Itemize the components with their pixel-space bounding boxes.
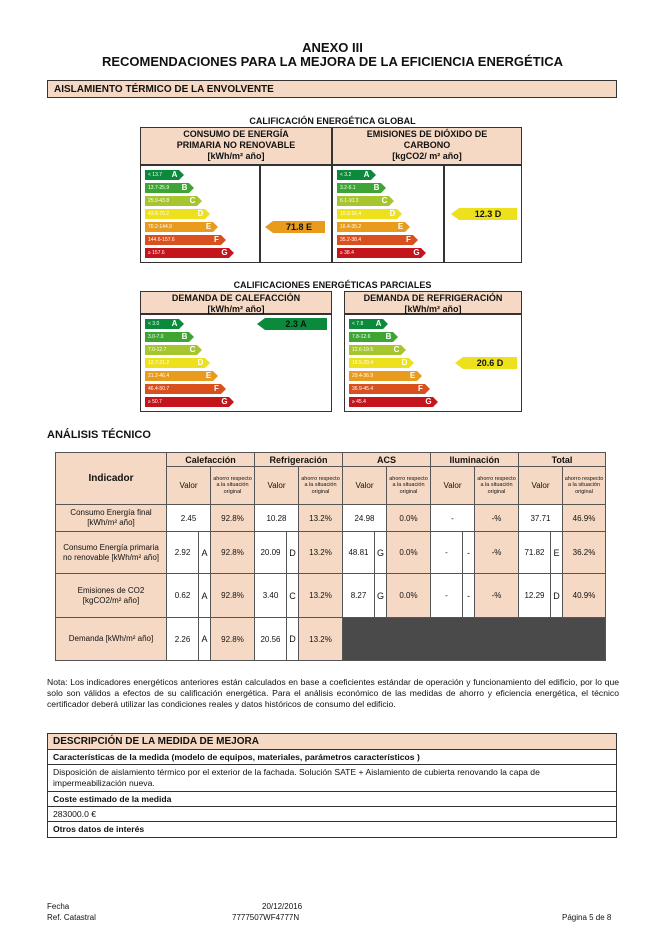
saving-cell: 40.9% <box>563 574 606 618</box>
co2-scale-range: 16.4-35.2 <box>340 224 362 230</box>
heating-scale-range: 3.0-7.0 <box>148 334 164 340</box>
heating-scale-range: 12.7-21.2 <box>148 360 170 366</box>
cooling-scale-bar-e <box>349 371 417 381</box>
heating-scale-range: ≥ 50.7 <box>148 399 162 405</box>
heating-scale-bar-b <box>145 332 189 342</box>
footer-ref-value: 7777507WF4777N <box>232 913 300 922</box>
value-cell: - <box>431 505 475 532</box>
cooling-scale-range: 19.5-29.4 <box>352 360 374 366</box>
heating-scale-range: 46.4-50.7 <box>148 386 170 392</box>
letter-cell: D <box>287 532 299 574</box>
valor-header: Valor <box>431 467 475 505</box>
co2-scale-letter: E <box>397 222 404 231</box>
letter-cell: - <box>463 574 475 618</box>
footer-date-label: Fecha <box>47 902 70 911</box>
saving-cell: 92.8% <box>211 618 255 661</box>
letter-cell: C <box>287 574 299 618</box>
ahorro-header: ahorro respecto a la situación original <box>299 467 343 505</box>
value-cell: 48.81 <box>343 532 375 574</box>
heating-rating-arrow: 2.3 A <box>265 318 327 330</box>
value-cell: 12.29 <box>519 574 551 618</box>
cooling-scale-bar-g <box>349 397 433 407</box>
group-heating: Calefacción <box>167 453 255 467</box>
saving-cell: 92.8% <box>211 505 255 532</box>
co2-scale-arrow <box>371 170 376 180</box>
primary-energy-scale-letter: D <box>197 209 204 218</box>
table-row <box>56 505 606 532</box>
co2-scale-bar-a <box>337 170 371 180</box>
cooling-rating-pointer <box>455 357 463 369</box>
co2-scale-range: 6.1-10.3 <box>340 198 359 204</box>
value-cell: 2.92 <box>167 532 199 574</box>
page-title: RECOMENDACIONES PARA LA MEJORA DE LA EFICIENCIA ENERGÉTICA <box>101 54 564 69</box>
co2-scale-arrow <box>405 222 410 232</box>
heating-scale-range: 21.2-46.4 <box>148 373 170 379</box>
cooling-scale-bar-c <box>349 345 401 355</box>
heating-demand-scale <box>140 314 332 412</box>
valor-header: Valor <box>255 467 299 505</box>
indicator-label: Consumo Energía final [kWh/m² año] <box>56 505 167 532</box>
indicator-label: Demanda [kWh/m² año] <box>56 618 167 661</box>
measure-box <box>47 733 617 838</box>
cooling-demand-unit: [kWh/m² año] <box>404 304 462 314</box>
heating-scale-letter: G <box>221 397 228 406</box>
ahorro-header: ahorro respecto a la situación original <box>387 467 431 505</box>
measure-cost-label: Coste estimado de la medida <box>48 792 616 807</box>
letter-cell: G <box>375 574 387 618</box>
saving-cell: 13.2% <box>299 532 343 574</box>
footer-ref-label: Ref. Catastral <box>47 913 96 922</box>
heating-scale-bar-c <box>145 345 197 355</box>
saving-cell: 13.2% <box>299 505 343 532</box>
value-cell: 8.27 <box>343 574 375 618</box>
heating-scale-letter: C <box>189 345 196 354</box>
table-row <box>56 574 606 618</box>
primary-energy-scale-arrow <box>221 235 226 245</box>
value-cell: - <box>431 532 463 574</box>
cooling-scale-letter: C <box>393 345 400 354</box>
co2-scale-range: 10.3-16.4 <box>340 211 362 217</box>
ahorro-header: ahorro respecto a la situación original <box>563 467 606 505</box>
primary-energy-scale-letter: F <box>214 235 219 244</box>
heating-scale-bar-a <box>145 319 179 329</box>
primary-energy-scale-range: 144.6-157.6 <box>148 237 175 243</box>
primary-energy-scale-bar-c <box>145 196 197 206</box>
saving-cell: 13.2% <box>299 618 343 661</box>
heating-scale-letter: B <box>181 332 188 341</box>
valor-header: Valor <box>167 467 211 505</box>
letter-cell: A <box>199 618 211 661</box>
table-row <box>56 532 606 574</box>
cooling-scale-letter: F <box>418 384 423 393</box>
co2-scale-bar-f <box>337 235 413 245</box>
heating-scale-range: 7.0-12.7 <box>148 347 167 353</box>
heating-rating-pointer <box>257 318 265 330</box>
value-cell: 71.82 <box>519 532 551 574</box>
primary-energy-scale-bar-d <box>145 209 205 219</box>
analysis-table <box>55 452 606 661</box>
letter-cell: D <box>287 618 299 661</box>
co2-scale-letter: C <box>381 196 388 205</box>
heating-scale-bar-d <box>145 358 205 368</box>
co2-emissions-unit: [kgCO2/ m² año] <box>392 151 462 161</box>
cooling-scale-arrow <box>401 345 406 355</box>
primary-energy-scale-bar-g <box>145 248 229 258</box>
note-text: Nota: Los indicadores energéticos anteriores están calculados en base a coeficientes estándar de operación y funcionamiento del edificio, por lo que solo son válidos a efectos de su calificación energética. Para el análisis económico de las medidas de ahorro y eficiencia energética, el técnico certificador deberá utilizar las condiciones reales y datos históricos de consumo del edificio. <box>47 677 619 709</box>
cooling-scale-letter: B <box>385 332 392 341</box>
value-cell: 2.45 <box>167 505 211 532</box>
co2-scale-arrow <box>381 183 386 193</box>
co2-rating-arrow: 12.3 D <box>459 208 517 220</box>
cooling-scale-arrow <box>425 384 430 394</box>
letter-cell: G <box>375 532 387 574</box>
indicator-header: Indicador <box>56 453 167 505</box>
cooling-demand-scale <box>344 314 522 412</box>
group-cooling: Refrigeración <box>255 453 343 467</box>
primary-energy-scale-letter: A <box>171 170 178 179</box>
primary-energy-scale-range: ≥ 157.6 <box>148 250 165 256</box>
saving-cell: 0.0% <box>387 505 431 532</box>
value-cell: 20.09 <box>255 532 287 574</box>
saving-cell: 46.9% <box>563 505 606 532</box>
cooling-scale-letter: E <box>409 371 416 380</box>
measure-char-text: Disposición de aislamiento térmico por el exterior de la fachada. Solución SATE + Aislamiento de cubierta renovando la capa de impermeabilización nueva. <box>48 765 616 792</box>
co2-rating-pointer <box>451 208 459 220</box>
measure-title: DESCRIPCIÓN DE LA MEDIDA DE MEJORA <box>48 734 616 750</box>
heating-scale-bar-g <box>145 397 229 407</box>
value-cell: - <box>431 574 463 618</box>
cooling-scale-arrow <box>393 332 398 342</box>
heating-scale-letter: F <box>214 384 219 393</box>
co2-scale-bar-e <box>337 222 405 232</box>
cooling-rating-arrow: 20.6 D <box>463 357 517 369</box>
cooling-scale-bar-f <box>349 384 425 394</box>
co2-scale-arrow <box>389 196 394 206</box>
heating-scale-arrow <box>221 384 226 394</box>
cooling-scale-range: 12.6-19.5 <box>352 347 374 353</box>
value-cell: 3.40 <box>255 574 287 618</box>
measure-other-label: Otros datos de interés <box>53 824 145 834</box>
letter-cell: - <box>463 532 475 574</box>
value-cell: 20.56 <box>255 618 287 661</box>
heating-scale-bar-e <box>145 371 213 381</box>
heating-demand-title: DEMANDA DE CALEFACCIÓN <box>171 293 301 303</box>
heating-scale-letter: A <box>171 319 178 328</box>
co2-scale-letter: G <box>413 248 420 257</box>
co2-scale-range: 35.2-38.4 <box>340 237 362 243</box>
primary-energy-scale-letter: G <box>221 248 228 257</box>
primary-energy-rating-arrow: 71.8 E <box>273 221 325 233</box>
cooling-scale-bar-b <box>349 332 393 342</box>
primary-energy-scale-arrow <box>179 170 184 180</box>
co2-scale-range: < 3.2 <box>340 172 352 178</box>
co2-scale-arrow <box>421 248 426 258</box>
primary-energy-title-1: CONSUMO DE ENERGÍA <box>183 129 289 139</box>
co2-scale-range: ≥ 38.4 <box>340 250 354 256</box>
group-acs: ACS <box>343 453 431 467</box>
cooling-scale-range: < 7.8 <box>352 321 364 327</box>
letter-cell: E <box>551 532 563 574</box>
cooling-scale-bar-d <box>349 358 409 368</box>
primary-energy-scale-arrow <box>229 248 234 258</box>
primary-energy-scale-arrow <box>205 209 210 219</box>
heating-scale-arrow <box>189 332 194 342</box>
measure-char-label: Características de la medida (modelo de equipos, materiales, parámetros característicos ) <box>48 750 616 765</box>
cooling-scale-range: 36.9-45.4 <box>352 386 374 392</box>
primary-energy-scale-bar-b <box>145 183 189 193</box>
saving-cell: 0.0% <box>387 532 431 574</box>
saving-cell: 13.2% <box>299 574 343 618</box>
primary-energy-rating-pointer <box>265 221 273 233</box>
global-rating-caption: CALIFICACIÓN ENERGÉTICA GLOBAL <box>249 116 416 126</box>
value-cell: 0.62 <box>167 574 199 618</box>
group-lighting: Iluminación <box>431 453 519 467</box>
primary-energy-rating-box <box>260 165 332 263</box>
section-header: AISLAMIENTO TÉRMICO DE LA ENVOLVENTE <box>47 80 617 98</box>
measure-cost-value: 283000.0 € <box>48 807 616 822</box>
heating-scale-arrow <box>205 358 210 368</box>
annex-title: ANEXO III <box>302 40 363 55</box>
saving-cell: 92.8% <box>211 574 255 618</box>
group-total: Total <box>519 453 606 467</box>
primary-energy-scale <box>140 165 260 263</box>
saving-cell: -% <box>475 505 519 532</box>
value-cell: 2.26 <box>167 618 199 661</box>
cooling-scale-letter: G <box>425 397 432 406</box>
value-cell: 24.98 <box>343 505 387 532</box>
cooling-scale-arrow <box>433 397 438 407</box>
indicator-label: Consumo Energía primaria no renovable [kWh/m² año] <box>56 532 167 574</box>
value-cell: 10.28 <box>255 505 299 532</box>
saving-cell: -% <box>475 574 519 618</box>
saving-cell: 36.2% <box>563 532 606 574</box>
footer-page: Página 5 de 8 <box>562 913 612 922</box>
cooling-scale-bar-a <box>349 319 383 329</box>
co2-scale-letter: D <box>389 209 396 218</box>
heating-scale-letter: D <box>197 358 204 367</box>
primary-energy-title-2: PRIMARIA NO RENOVABLE <box>176 140 296 150</box>
co2-scale-range: 3.2-6.1 <box>340 185 356 191</box>
letter-cell: A <box>199 574 211 618</box>
co2-scale-letter: F <box>406 235 411 244</box>
co2-emissions-title-1: EMISIONES DE DIÓXIDO DE <box>366 129 488 139</box>
cooling-scale-letter: D <box>401 358 408 367</box>
heating-scale-arrow <box>197 345 202 355</box>
co2-scale-letter: A <box>363 170 370 179</box>
co2-scale-bar-d <box>337 209 397 219</box>
primary-energy-scale-bar-a <box>145 170 179 180</box>
valor-header: Valor <box>519 467 563 505</box>
primary-energy-scale-letter: C <box>189 196 196 205</box>
co2-emissions-header <box>332 127 522 165</box>
co2-scale-bar-c <box>337 196 389 206</box>
heating-demand-unit: [kWh/m² año] <box>207 304 265 314</box>
footer-date-value: 20/12/2016 <box>262 902 303 911</box>
letter-cell: D <box>551 574 563 618</box>
co2-emissions-rating-box <box>444 165 522 263</box>
primary-energy-scale-bar-f <box>145 235 221 245</box>
heating-demand-header <box>140 291 332 314</box>
ahorro-header: ahorro respecto a la situación original <box>475 467 519 505</box>
primary-energy-scale-arrow <box>213 222 218 232</box>
primary-energy-scale-range: 70.2-144.9 <box>148 224 172 230</box>
primary-energy-scale-bar-e <box>145 222 213 232</box>
cooling-demand-title: DEMANDA DE REFRIGERACIÓN <box>363 293 503 303</box>
co2-emissions-scale <box>332 165 444 263</box>
co2-emissions-title-2: CARBONO <box>403 140 451 150</box>
cooling-scale-range: 29.4-36.9 <box>352 373 374 379</box>
cooling-demand-header <box>344 291 522 314</box>
primary-energy-scale-arrow <box>197 196 202 206</box>
primary-energy-scale-range: 13.7-25.9 <box>148 185 170 191</box>
primary-energy-scale-letter: B <box>181 183 188 192</box>
primary-energy-scale-arrow <box>189 183 194 193</box>
heating-scale-arrow <box>179 319 184 329</box>
co2-scale-bar-g <box>337 248 421 258</box>
cooling-scale-arrow <box>417 371 422 381</box>
not-applicable-cell <box>343 618 606 661</box>
primary-energy-scale-range: 43.8-70.2 <box>148 211 170 217</box>
saving-cell: -% <box>475 532 519 574</box>
primary-energy-scale-range: < 13.7 <box>148 172 163 178</box>
valor-header: Valor <box>343 467 387 505</box>
heating-scale-arrow <box>213 371 218 381</box>
cooling-scale-range: ≥ 45.4 <box>352 399 366 405</box>
table-row <box>56 618 606 661</box>
analysis-title: ANÁLISIS TÉCNICO <box>47 429 151 441</box>
cooling-scale-range: 7.8-12.6 <box>352 334 371 340</box>
ahorro-header: ahorro respecto a la situación original <box>211 467 255 505</box>
value-cell: 37.71 <box>519 505 563 532</box>
letter-cell: A <box>199 532 211 574</box>
co2-scale-arrow <box>397 209 402 219</box>
heating-scale-letter: E <box>205 371 212 380</box>
partial-rating-caption: CALIFICACIONES ENERGÉTICAS PARCIALES <box>233 280 432 290</box>
primary-energy-header <box>140 127 332 165</box>
saving-cell: 0.0% <box>387 574 431 618</box>
co2-scale-arrow <box>413 235 418 245</box>
heating-scale-bar-f <box>145 384 221 394</box>
co2-scale-letter: B <box>373 183 380 192</box>
heating-scale-range: < 3.0 <box>148 321 160 327</box>
cooling-scale-arrow <box>409 358 414 368</box>
cooling-scale-arrow <box>383 319 388 329</box>
co2-scale-bar-b <box>337 183 381 193</box>
primary-energy-scale-range: 25.9-43.8 <box>148 198 170 204</box>
primary-energy-scale-letter: E <box>205 222 212 231</box>
primary-energy-unit: [kWh/m² año] <box>207 151 265 161</box>
cooling-scale-letter: A <box>375 319 382 328</box>
saving-cell: 92.8% <box>211 532 255 574</box>
heating-scale-arrow <box>229 397 234 407</box>
indicator-label: Emisiones de CO2 [kgCO2/m² año] <box>56 574 167 618</box>
